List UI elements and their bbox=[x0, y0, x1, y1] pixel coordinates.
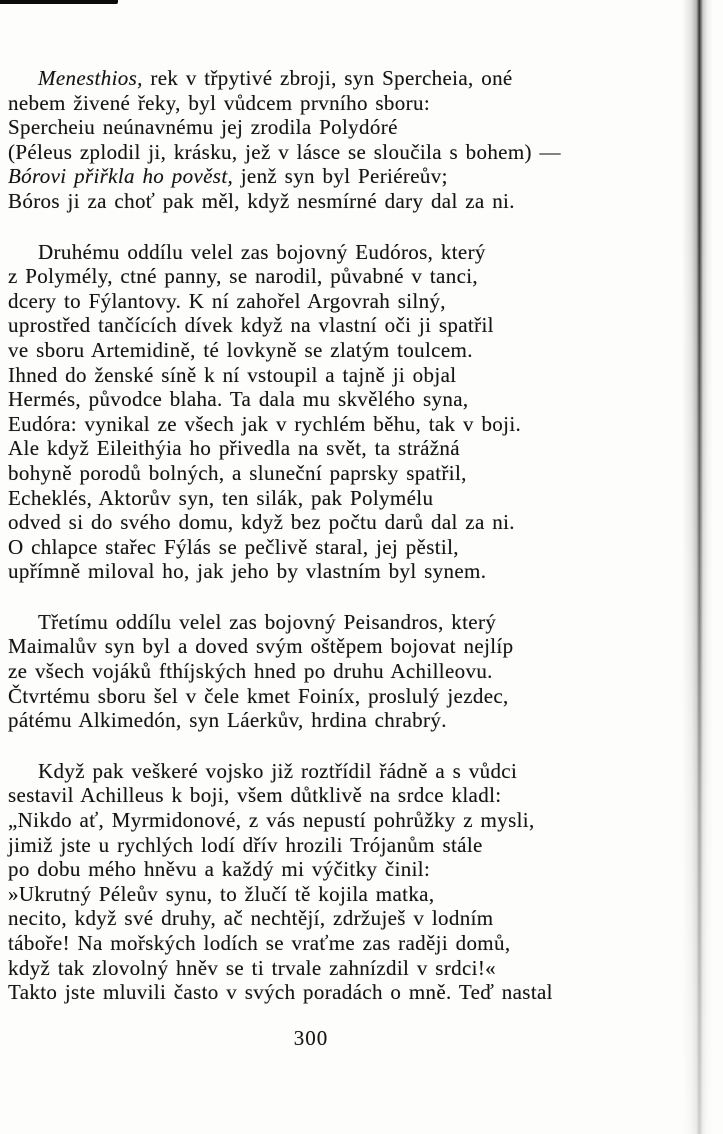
verse-line bbox=[8, 610, 670, 635]
text-segment: po dobu mého hněvu a každý mi výčitky činil: bbox=[8, 857, 431, 882]
verse-line bbox=[8, 857, 670, 882]
verse-line bbox=[8, 833, 670, 858]
verse-line bbox=[8, 634, 670, 659]
verse-line bbox=[8, 115, 670, 140]
verse-line bbox=[8, 808, 670, 833]
verse-line bbox=[8, 313, 670, 338]
text-segment: O chlapce stařec Fýlás se pečlivě staral, jej pěstil, bbox=[8, 534, 459, 559]
text-segment: Když pak veškeré vojsko již roztřídil řádně a s vůdci bbox=[38, 758, 518, 783]
text-segment: pátému Alkimedón, syn Láerkův, hrdina chrabrý. bbox=[8, 708, 447, 733]
text-segment: Ihned do ženské síně k ní vstoupil a tajně ji objal bbox=[8, 362, 457, 387]
paragraph bbox=[8, 66, 670, 214]
text-segment: jimiž jste u rychlých lodí dřív hrozili Trójanům stále bbox=[8, 832, 483, 857]
page-number: 300 bbox=[293, 1026, 329, 1050]
paragraph bbox=[8, 610, 670, 733]
verse-line bbox=[8, 486, 670, 511]
text-segment: „Nikdo ať, Myrmidonové, z vás nepustí pohrůžky z mysli, bbox=[8, 808, 535, 833]
verse-line bbox=[8, 882, 670, 907]
text-segment: sestavil Achilleus k boji, všem důtklivě na srdce kladl: bbox=[8, 783, 502, 808]
text-segment: upřímně miloval ho, jak jeho by vlastním byl synem. bbox=[8, 559, 487, 584]
verse-line bbox=[8, 412, 670, 437]
verse-line bbox=[8, 363, 670, 388]
poem-text-block bbox=[8, 66, 670, 1031]
verse-line bbox=[8, 140, 670, 165]
text-segment: Echeklés, Aktorův syn, ten silák, pak Polymélu bbox=[8, 485, 434, 510]
italic-text-segment: Menesthios, bbox=[38, 66, 143, 90]
text-segment: když tak zlovolný hněv se ti trvale zahnízdil v srdci!« bbox=[8, 955, 497, 980]
verse-line bbox=[8, 338, 670, 363]
text-segment: necito, když své druhy, ač nechtějí, zdržuješ v lodním bbox=[8, 906, 494, 931]
text-segment: (Péleus zplodil ji, krásku, jež v lásce se sloučila s bohem) — bbox=[8, 139, 561, 164]
text-segment: uprostřed tančících dívek když na vlastní oči ji spatřil bbox=[8, 313, 494, 338]
verse-line bbox=[8, 164, 670, 189]
verse-line bbox=[8, 189, 670, 214]
text-segment: »Ukrutný Péleův synu, to žlučí tě kojila matka, bbox=[8, 881, 435, 906]
text-segment: Eudóra: vynikal ze všech jak v rychlém běhu, tak v boji. bbox=[8, 411, 522, 436]
text-segment: z Polymély, ctné panny, se narodil, půvabné v tanci, bbox=[8, 264, 479, 289]
verse-line bbox=[8, 510, 670, 535]
verse-line bbox=[8, 708, 670, 733]
verse-line bbox=[8, 759, 670, 784]
text-segment: Bóros ji za choť pak měl, když nesmírné dary dal za ni. bbox=[8, 188, 515, 213]
verse-line bbox=[8, 980, 670, 1005]
text-segment: Druhému oddílu velel zas bojovný Eudóros, který bbox=[38, 239, 486, 264]
text-segment: ze všech vojáků fthíjských hned po druhu Achilleovu. bbox=[8, 659, 493, 684]
verse-line bbox=[8, 240, 670, 265]
verse-line bbox=[8, 387, 670, 412]
scan-artifact-bar bbox=[0, 0, 118, 4]
paragraph bbox=[8, 759, 670, 1005]
text-segment: Ale když Eileithýia ho přivedla na svět, ta strážná bbox=[8, 436, 460, 461]
text-segment: dcery to Fýlantovy. K ní zahořel Argovrah silný, bbox=[8, 288, 446, 313]
verse-line bbox=[8, 659, 670, 684]
verse-line bbox=[8, 783, 670, 808]
verse-line bbox=[8, 956, 670, 981]
text-segment: bohyně porodů bolných, a sluneční paprsky spatřil, bbox=[8, 460, 467, 485]
text-segment: Maimalův syn byl a doved svým oštěpem bojovat nejlíp bbox=[8, 634, 514, 659]
text-segment: rek v třpytivé zbroji, syn Spercheia, oné bbox=[142, 66, 513, 90]
verse-line bbox=[8, 931, 670, 956]
text-segment: Takto jste mluvili často v svých poradách o mně. Teď nastal bbox=[8, 980, 553, 1005]
verse-line bbox=[8, 559, 670, 584]
italic-text-segment: Bórovi přiřkla ho pověst, bbox=[8, 164, 234, 189]
page-edge-shadow bbox=[682, 0, 712, 1134]
verse-line bbox=[8, 91, 670, 116]
verse-line bbox=[8, 461, 670, 486]
text-segment: Třetímu oddílu velel zas bojovný Peisandros, který bbox=[38, 609, 497, 634]
text-segment: odved si do svého domu, když bez počtu darů dal za ni. bbox=[8, 510, 515, 535]
verse-line bbox=[8, 535, 670, 560]
verse-line bbox=[8, 289, 670, 314]
text-segment: Hermés, původce blaha. Ta dala mu skvělého syna, bbox=[8, 387, 469, 412]
verse-line bbox=[8, 684, 670, 709]
verse-line bbox=[8, 264, 670, 289]
text-segment: jenž syn byl Periéreův; bbox=[233, 164, 448, 189]
paragraph bbox=[8, 240, 670, 584]
verse-line bbox=[8, 906, 670, 931]
text-segment: nebem živené řeky, byl vůdcem prvního sboru: bbox=[8, 90, 431, 115]
verse-line bbox=[8, 66, 670, 91]
verse-line bbox=[8, 436, 670, 461]
text-segment: táboře! Na mořských lodích se vraťme zas raději domů, bbox=[8, 931, 511, 955]
text-segment: ve sboru Artemidině, té lovkyně se zlatým toulcem. bbox=[8, 337, 473, 362]
text-segment: Čtvrtému sboru šel v čele kmet Foiníx, proslulý jezdec, bbox=[8, 683, 509, 708]
text-segment: Spercheiu neúnavnému jej zrodila Polydóré bbox=[8, 115, 398, 140]
